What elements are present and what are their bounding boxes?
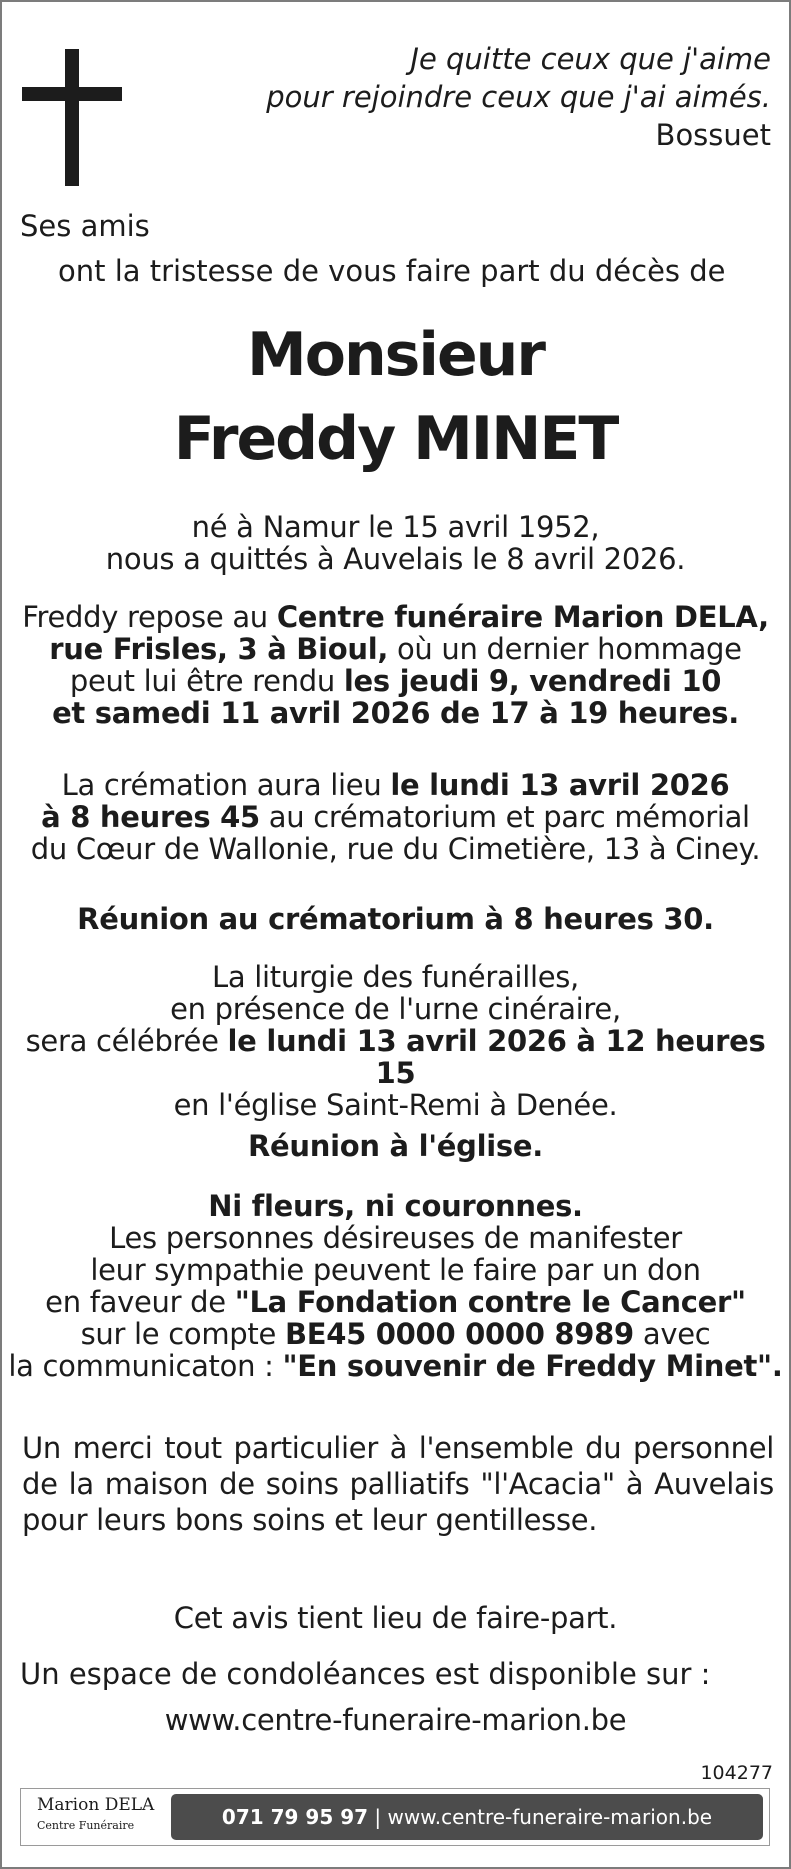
funeral-home-logo [37, 1795, 154, 1832]
thanks-paragraph: Un merci tout particulier à l'ensemble du personnel de la maison de soins palliatifs "l'Acacia" à Auvelais pour leurs bons soins et leur gentillesse. [22, 1431, 774, 1537]
birth-line-2: nous a quittés à Auvelais le 8 avril 2026. [105, 542, 686, 576]
cross-icon [65, 49, 79, 186]
intro-line-1: Ses amis [20, 209, 150, 243]
donation-text-4b: avec [633, 1317, 711, 1351]
donation-text-5: la communicaton : [8, 1349, 283, 1383]
donation-line-1: Les personnes désireuses de manifester [109, 1221, 682, 1255]
logo-subtitle: Centre Funéraire [37, 1819, 135, 1832]
donation-heading: Ni fleurs, ni couronnes. [208, 1189, 583, 1223]
footer-banner [20, 1788, 770, 1846]
reference-number: 104277 [700, 1762, 773, 1784]
repose-text-1: Freddy repose au [22, 600, 277, 634]
birth-line-1: né à Namur le 15 avril 1952, [191, 510, 600, 544]
cremation-time: à 8 heures 45 [41, 800, 260, 834]
quote-line-2: pour rejoindre ceux que j'ai aimés. [266, 80, 771, 114]
reunion-church: Réunion à l'église. [248, 1129, 543, 1163]
contact-bar [171, 1794, 763, 1840]
visit-hours: et samedi 11 avril 2026 de 17 à 19 heures. [52, 696, 739, 730]
quote-author: Bossuet [655, 118, 771, 152]
cross-icon-bar [22, 87, 122, 101]
donation-text-3: en faveur de [45, 1285, 235, 1319]
funeral-center: Centre funéraire Marion DELA, [276, 600, 769, 634]
quote-line-1: Je quitte ceux que j'aime [410, 42, 771, 76]
condolences-url[interactable]: www.centre-funeraire-marion.be [164, 1703, 627, 1737]
repose-info [2, 601, 789, 729]
logo-name: Marion DELA [37, 1795, 155, 1815]
phone-number[interactable]: 071 79 95 97 [221, 1805, 369, 1829]
birth-info [2, 511, 789, 575]
liturgy-line-2: en présence de l'urne cinéraire, [170, 992, 621, 1026]
cremation-text-1: La crémation aura lieu [61, 768, 391, 802]
donation-line-2: leur sympathie peuvent le faire par un don [90, 1253, 701, 1287]
cremation-date: le lundi 13 avril 2026 [390, 768, 730, 802]
donation-info [2, 1190, 789, 1382]
cremation-text-2: au crématorium et parc mémorial [259, 800, 750, 834]
donation-account: BE45 0000 0000 8989 [284, 1317, 634, 1351]
donation-foundation: "La Fondation contre le Cancer" [234, 1285, 746, 1319]
reunion-crematorium: Réunion au crématorium à 8 heures 30. [77, 902, 714, 936]
visit-days: les jeudi 9, vendredi 10 [343, 664, 722, 698]
website-link[interactable]: www.centre-funeraire-marion.be [387, 1805, 713, 1829]
deceased-name: Freddy MINET [173, 404, 618, 474]
separator: | [374, 1805, 382, 1829]
liturgy-line-1: La liturgie des funérailles, [212, 960, 579, 994]
liturgy-date: le lundi 13 avril 2026 à 12 heures 15 [227, 1024, 766, 1090]
repose-text-2: où un dernier hommage [388, 632, 742, 666]
deceased-title: Monsieur [247, 320, 544, 390]
donation-text-4: sur le compte [80, 1317, 285, 1351]
cremation-info [2, 769, 789, 865]
liturgy-text-3: sera célébrée [25, 1024, 228, 1058]
condolences-text: Un espace de condoléances est disponible sur : [20, 1657, 711, 1691]
quote [266, 40, 771, 154]
cremation-address: du Cœur de Wallonie, rue du Cimetière, 13 à Ciney. [30, 832, 761, 866]
funeral-address: rue Frisles, 3 à Bioul, [49, 632, 389, 666]
repose-text-3: peut lui être rendu [69, 664, 344, 698]
liturgy-info [2, 961, 789, 1121]
donation-communication: "En souvenir de Freddy Minet". [282, 1349, 783, 1383]
liturgy-church: en l'église Saint-Remi à Denée. [173, 1088, 618, 1122]
notice-text: Cet avis tient lieu de faire-part. [173, 1601, 618, 1635]
intro-line-2: ont la tristesse de vous faire part du décès de [58, 254, 726, 288]
